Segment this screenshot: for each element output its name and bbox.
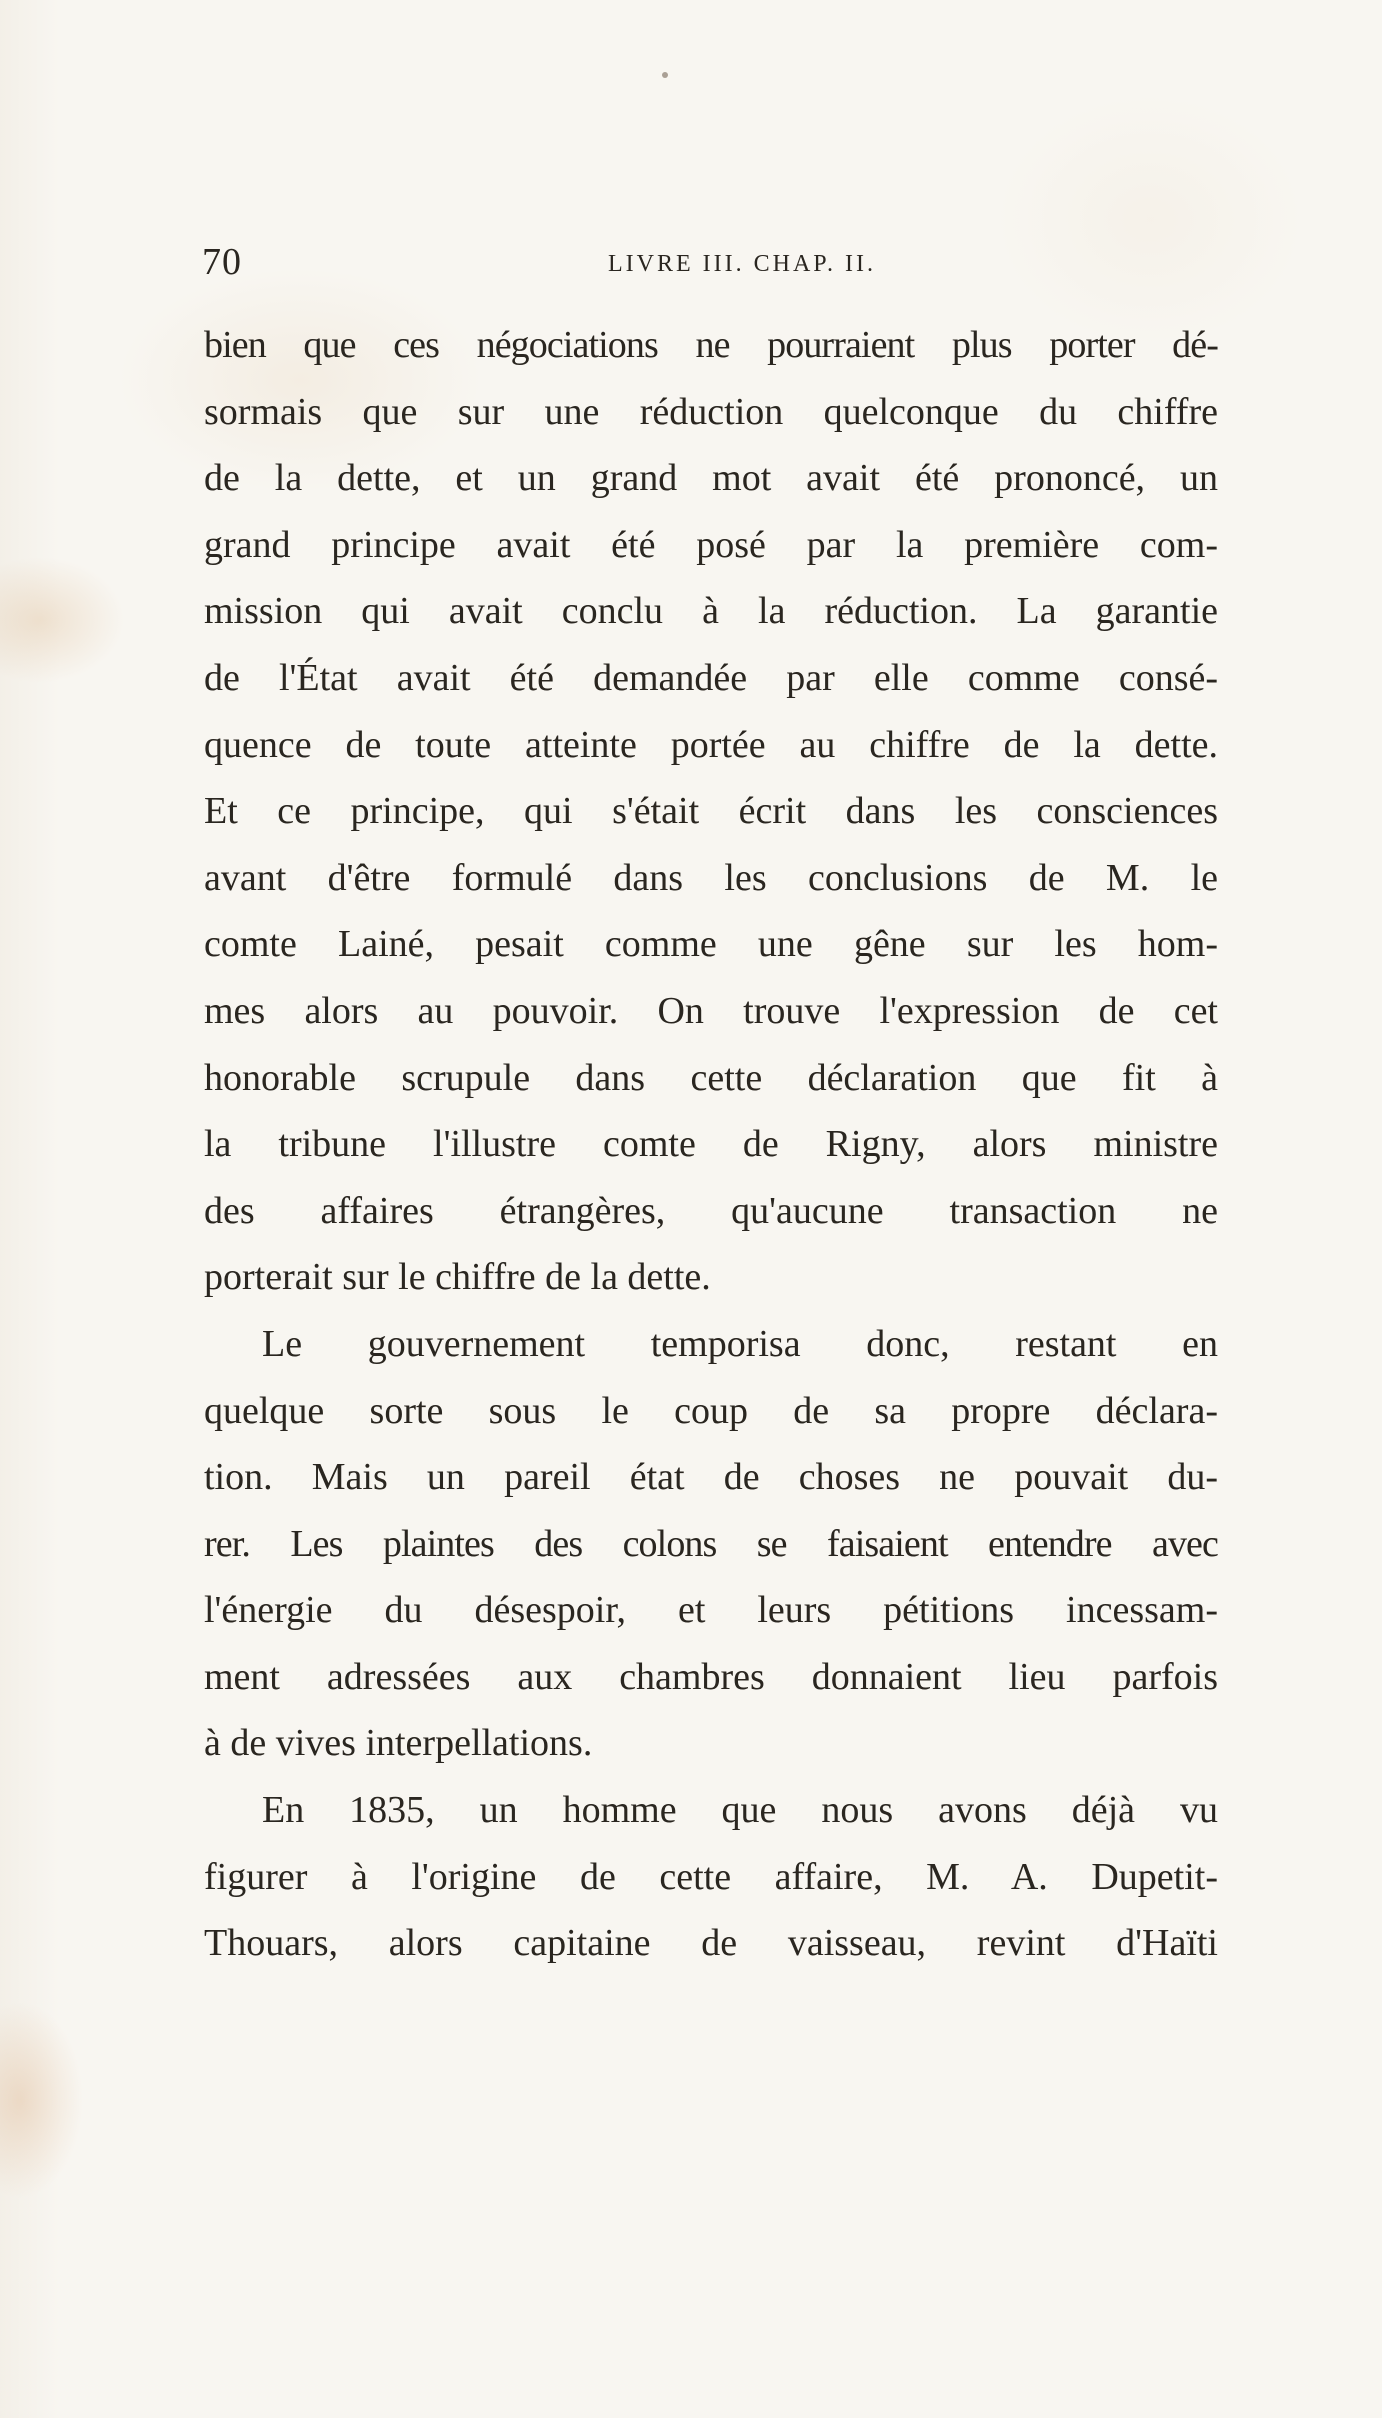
text-line: avant d'être formulé dans les conclusions de M. le [204,856,1218,899]
page-header [202,236,1222,296]
paragraph-start-line: En 1835, un homme que nous avons déjà vu [262,1789,1218,1832]
text-line: sormais que sur une réduction quelconque du chiffre [204,390,1218,433]
page-number: 70 [202,241,242,283]
text-line: ment adressées aux chambres donnaient lieu parfois [204,1655,1218,1698]
text-line: figurer à l'origine de cette affaire, M. A. Dupetit- [204,1855,1218,1898]
ink-speck [662,72,668,78]
text-line: mes alors au pouvoir. On trouve l'expression de cet [204,989,1218,1032]
text-line: mission qui avait conclu à la réduction. La garantie [204,590,1218,633]
text-line: de la dette, et un grand mot avait été prononcé, un [204,457,1218,500]
text-line: des affaires étrangères, qu'aucune transaction ne [204,1189,1218,1232]
text-line: honorable scrupule dans cette déclaration que fit à [204,1056,1218,1099]
text-line: comte Lainé, pesait comme une gêne sur les hom- [204,923,1218,966]
paragraph-end-line: porterait sur le chiffre de la dette. [204,1256,711,1299]
text-line: Thouars, alors capitaine de vaisseau, revint d'Haïti [204,1922,1218,1965]
body-text [204,312,1218,1977]
text-line: Et ce principe, qui s'était écrit dans les consciences [204,790,1218,833]
paragraph-end-line: à de vives interpellations. [204,1722,593,1765]
text-line: la tribune l'illustre comte de Rigny, alors ministre [204,1123,1218,1166]
paragraph-start-line: Le gouvernement temporisa donc, restant en [262,1322,1218,1365]
text-line: rer. Les plaintes des colons se faisaient entendre avec [204,1522,1218,1565]
text-line: grand principe avait été posé par la première com- [204,523,1218,566]
text-line: l'énergie du désespoir, et leurs pétitions incessam- [204,1589,1218,1632]
running-title: LIVRE III. CHAP. II. [608,251,876,277]
text-line: bien que ces négociations ne pourraient plus porter dé- [204,324,1218,366]
text-line: quence de toute atteinte portée au chiffre de la dette. [204,723,1218,766]
text-line: quelque sorte sous le coup de sa propre déclara- [204,1389,1218,1432]
text-line: de l'État avait été demandée par elle comme consé- [204,656,1218,699]
text-line: tion. Mais un pareil état de choses ne pouvait du- [204,1456,1218,1499]
